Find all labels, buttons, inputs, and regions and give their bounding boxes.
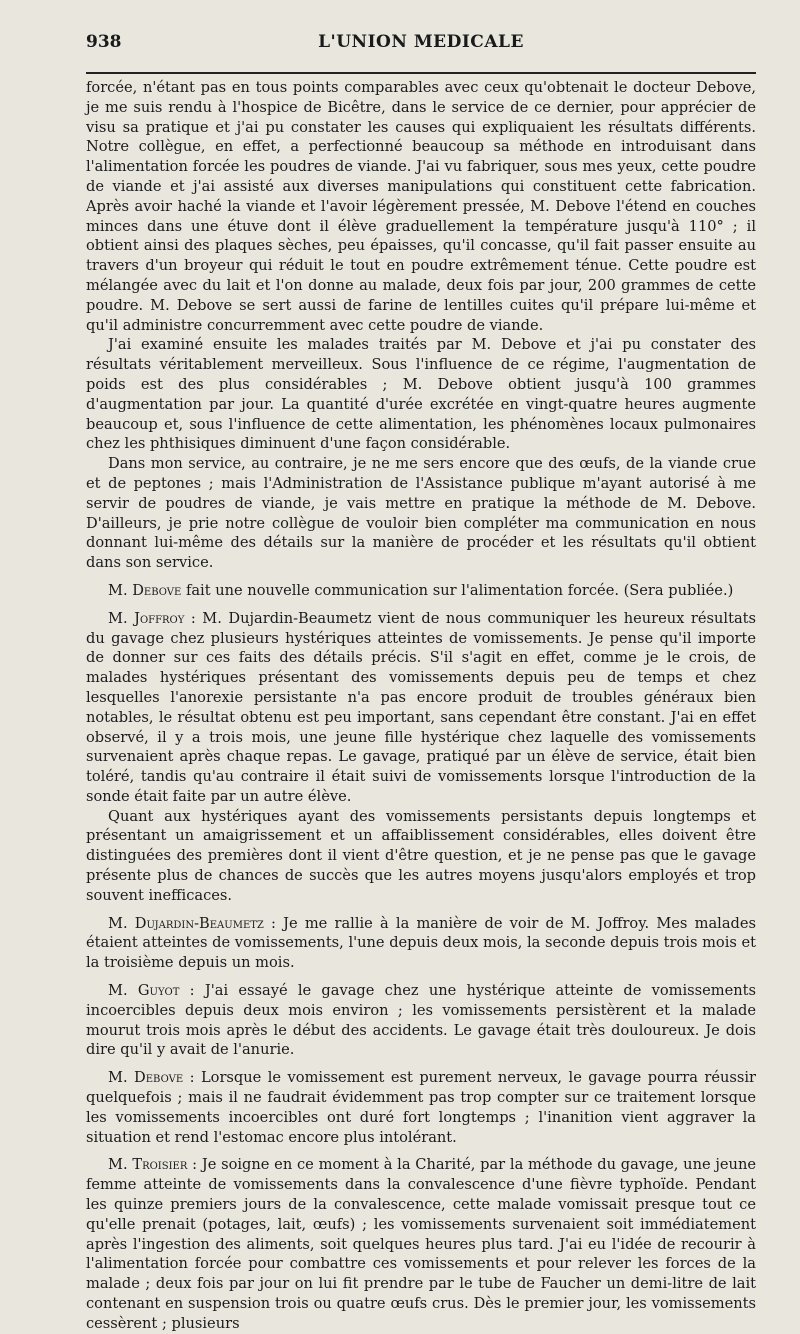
paragraph: M. Dujardin-Beaumetz : Je me rallie à la manière de voir de M. Joffroy. Mes malades étaient atteintes de vomissements, l'une depuis deux mois, la seconde depuis trois mois et la troisième depuis un mois.	[86, 914, 756, 972]
speaker-name: M. Debove :	[108, 1069, 195, 1087]
paragraph: M. Troisier : Je soigne en ce moment à la Charité, par la méthode du gavage, une jeune femme atteinte de vomissements dans la convalescence d'une fièvre typhoïde. Pendant les quinze premiers jours de la convalescence, cette malade vomissait presque tout ce qu'elle prenait (potages, lait, œufs) ; les vomissements survenaient soit immédiatement après l'ingestion des aliments, soit quelques heures plus tard. J'ai eu l'idée de recourir à l'alimentation forcée pour combattre ces vomissements et pour relever les forces de la malade ; deux fois par jour on lui fit prendre par le tube de Faucher un demi-litre de lait contenant en suspension trois ou quatre œufs crus. Dès le premier jour, les vomissements cessèrent ; plusieurs	[86, 1156, 756, 1332]
header-rule	[86, 72, 756, 74]
paragraph: M. Debove : Lorsque le vomissement est purement nerveux, le gavage pourra réussir quelquefois ; mais il ne faudrait évidemment pas trop compter sur ce traitement lorsque les vomissements incoercibles ont duré fort longtemps ; l'inanition vient aggraver la situation et rend l'estomac encore plus intolérant.	[86, 1069, 757, 1146]
page-header	[86, 28, 756, 68]
speaker-name: M. Dujardin-Beaumetz :	[108, 914, 276, 932]
speaker-name: M. Debove	[108, 581, 182, 599]
paragraph: M. Guyot : J'ai essayé le gavage chez une hystérique atteinte de vomissements incoercibles depuis deux mois environ ; les vomissements persistèrent et la malade mourut trois mois après le début des accidents. Le gavage était très douloureux. Je dois dire qu'il y avait de l'anurie.	[86, 982, 756, 1059]
page-number: 938	[86, 32, 122, 52]
journal-title: L'UNION MEDICALE	[318, 32, 524, 52]
paragraph: M. Debove fait une nouvelle communication sur l'alimentation forcée. (Sera publiée.)	[108, 581, 734, 599]
paragraph: forcée, n'étant pas en tous points comparables avec ceux qu'obtenait le docteur Debove, je me suis rendu à l'hospice de Bicêtre, dans le service de ce dernier, pour apprécier de visu sa pratique et j'ai pu constater les causes qui expliquaient les résultats différents. Notre collègue, en effet, a perfectionné beaucoup sa méthode en introduisant dans l'alimentation forcée les poudres de viande. J'ai vu fabriquer, sous mes yeux, cette poudre de viande et j'ai assisté aux diverses manipulations qui constituent cette fabrication. Après avoir haché la viande et l'avoir légèrement pressée, M. Debove l'étend en couches minces dans une étuve dont il élève graduellement la température jusqu'à 110° ; il obtient ainsi des plaques sèches, peu épaisses, qu'il concasse, qu'il fait passer ensuite au travers d'un broyeur qui réduit le tout en poudre extrêmement ténue. Cette poudre est mélangée avec du lait et l'on donne au malade, deux fois par jour, 200 grammes de cette poudre. M. Debove se sert aussi de farine de lentilles cuites qu'il prépare lui-même et qu'il administre concurremment avec cette poudre de viande.	[86, 79, 756, 334]
paragraph: M. Joffroy : M. Dujardin-Beaumetz vient de nous communiquer les heureux résultats du gavage chez plusieurs hystériques atteintes de vomissements. Je pense qu'il importe de donner sur ces faits des détails précis. S'il s'agit en effet, comme je le crois, de malades hystériques présentant des vomissements depuis peu de temps et chez lesquelles l'anorexie persistante n'a pas encore produit de troubles généraux bien notables, le résultat obtenu est peu important, sans cependant être constant. J'ai en effet observé, il y a trois mois, une jeune fille hystérique chez laquelle des vomissements survenaient après chaque repas. Le gavage, pratiqué par un élève de service, était bien toléré, tandis qu'au contraire il était suivi de vomissements lorsque l'introduction de la sonde était faite par un autre élève.	[86, 609, 756, 805]
speaker-name: M. Guyot :	[108, 982, 195, 1000]
speaker-name: M. Joffroy :	[108, 609, 196, 627]
speaker-name: M. Troisier :	[108, 1156, 198, 1174]
paragraph: J'ai examiné ensuite les malades traités par M. Debove et j'ai pu constater des résultats véritablement merveilleux. Sous l'influence de ce régime, l'augmentation de poids est des plus considérables ; M. Debove obtient jusqu'à 100 grammes d'augmentation par jour. La quantité d'urée excrétée en vingt-quatre heures augmente beaucoup et, sous l'influence de cette alimentation, les phénomènes locaux pulmonaires chez les phthisiques diminuent d'une façon considérable.	[86, 336, 756, 453]
paragraph: Quant aux hystériques ayant des vomissements persistants depuis longtemps et présentant un amaigrissement et un affaiblissement considérables, elles doivent être distinguées des premières dont il vient d'être question, et je ne pense pas que le gavage présente plus de chances de succès que les autres moyens jusqu'alors employés et trop souvent inefficaces.	[86, 807, 756, 904]
paragraph: Dans mon service, au contraire, je ne me sers encore que des œufs, de la viande crue et de peptones ; mais l'Administration de l'Assistance publique m'ayant autorisé à me servir de poudres de viande, je vais mettre en pratique la méthode de M. Debove. D'ailleurs, je prie notre collègue de vouloir bien compléter ma communication en nous donnant lui-même des détails sur la manière de procéder et les résultats qu'il obtient dans son service.	[86, 455, 756, 572]
article-body	[86, 78, 756, 1334]
